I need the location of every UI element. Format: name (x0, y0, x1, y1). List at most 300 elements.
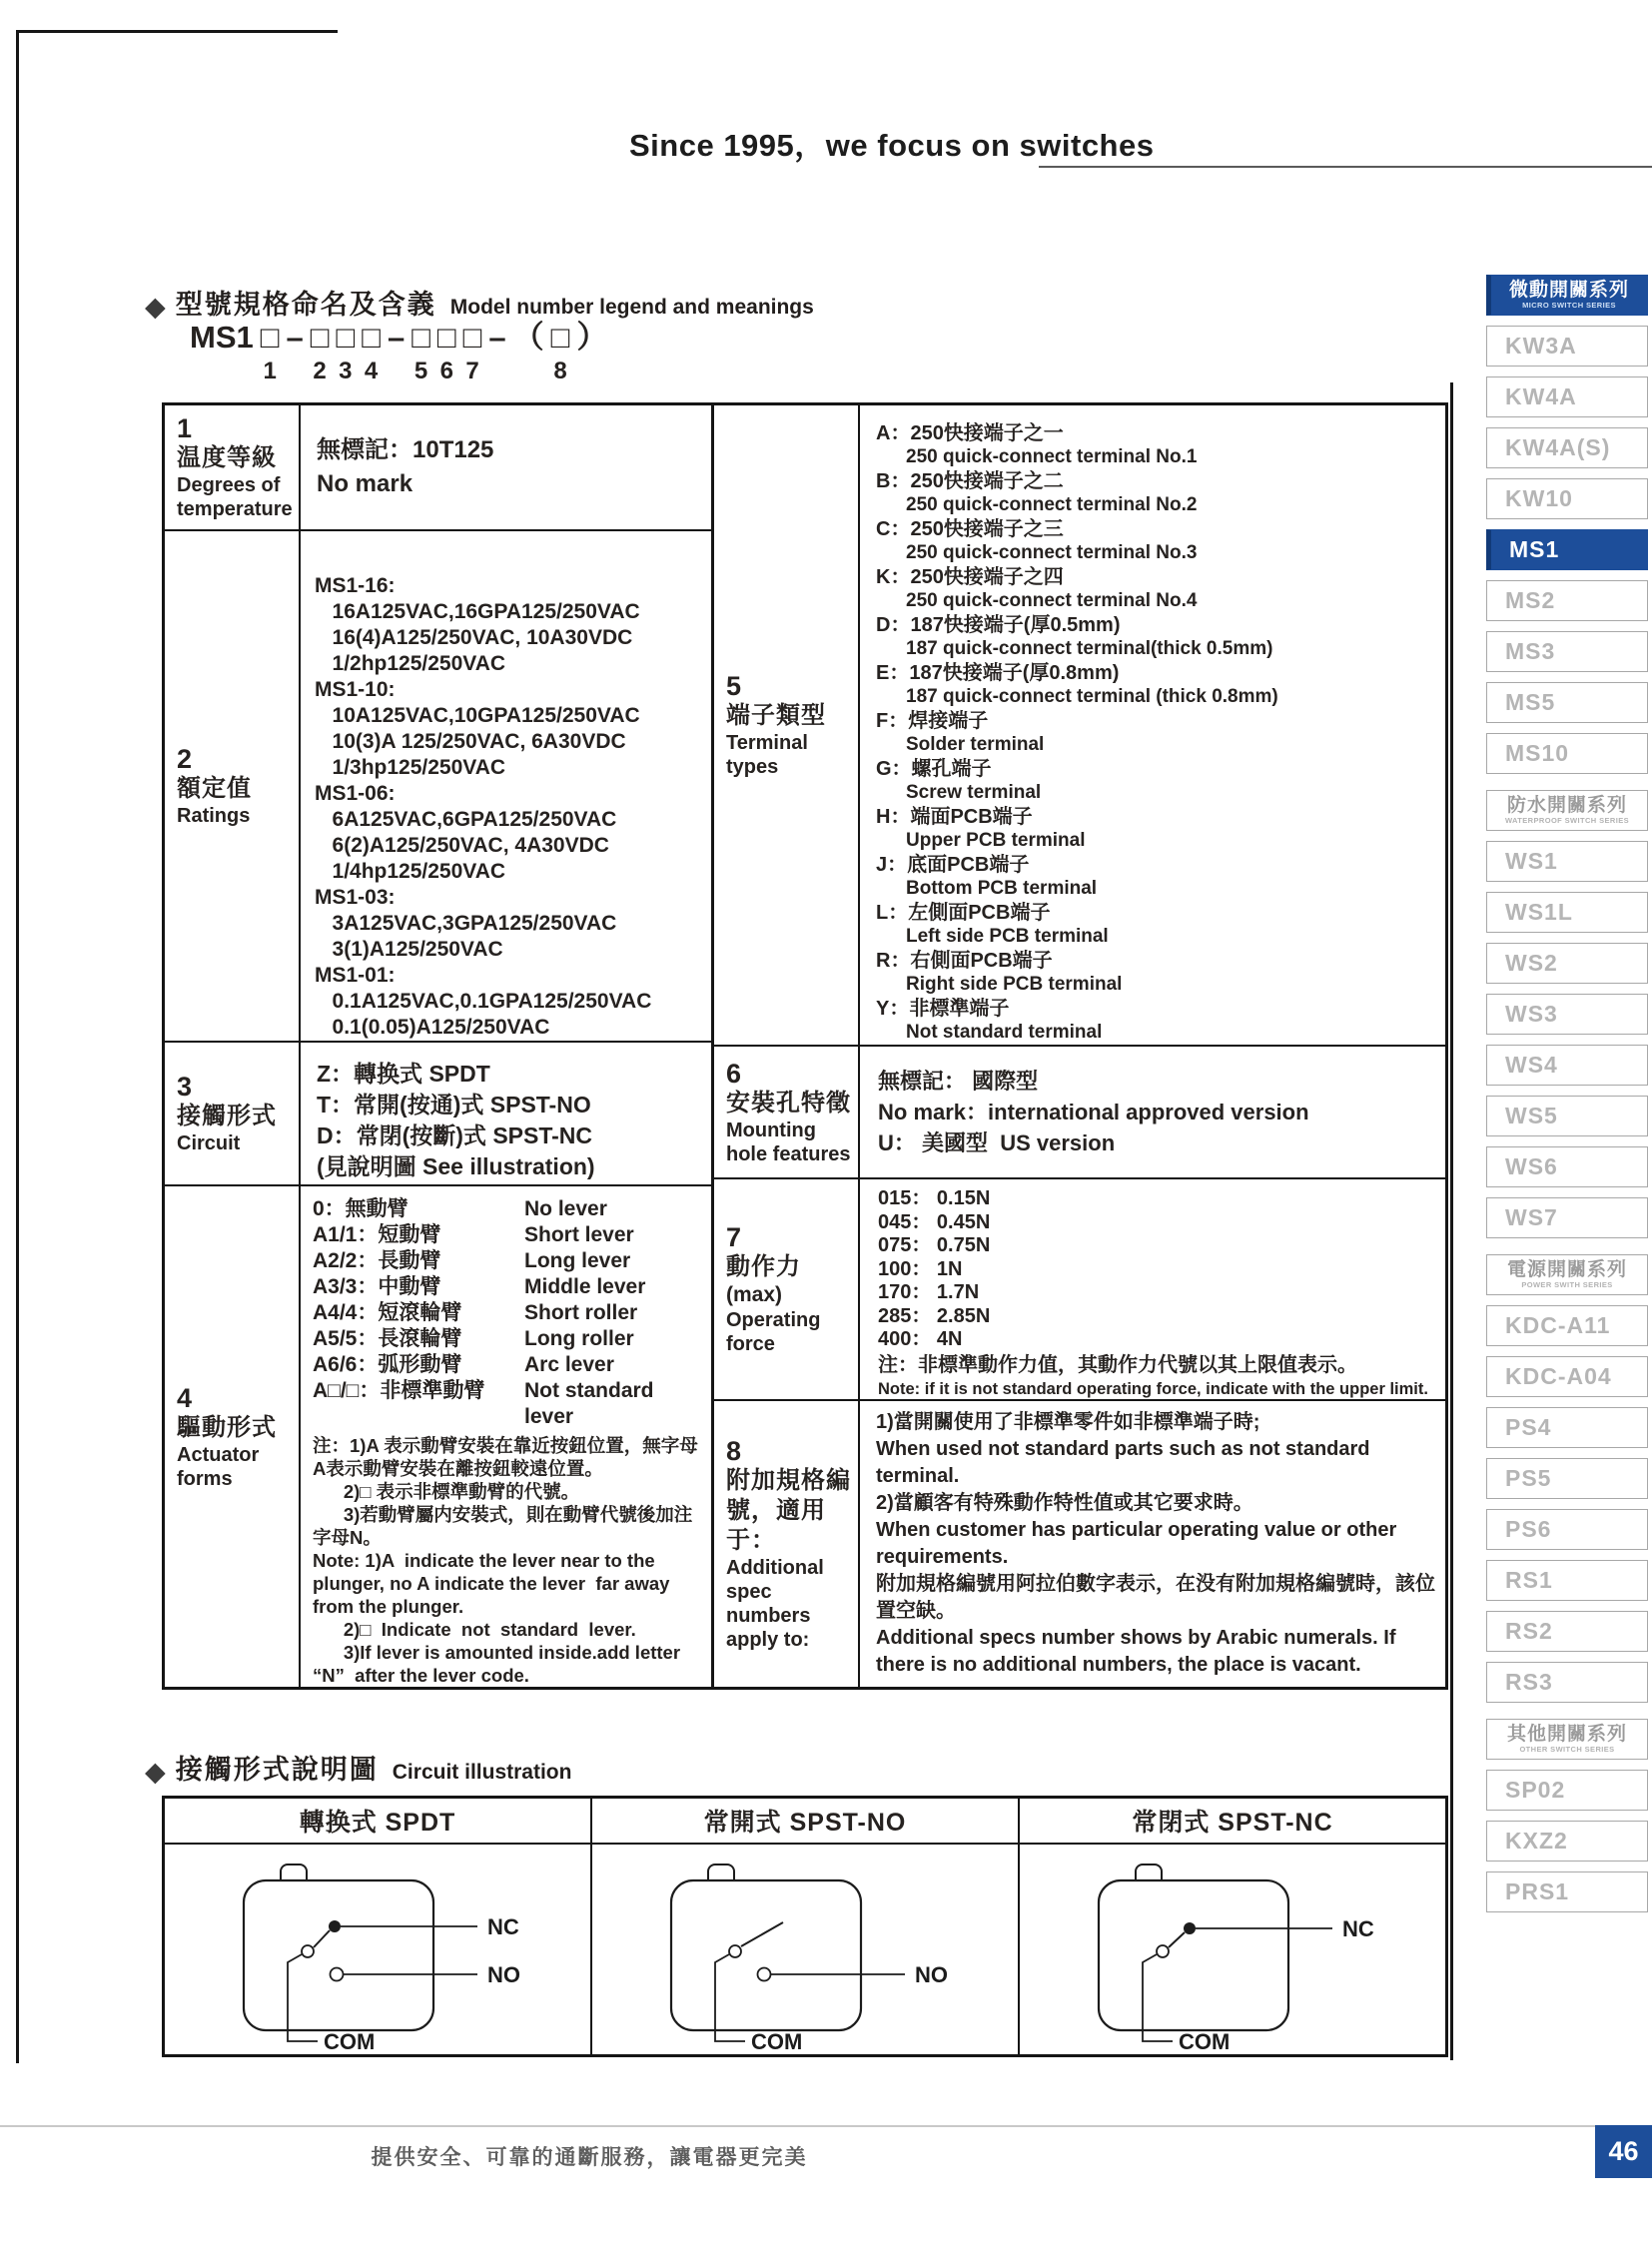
row-label-en: Actuator forms (177, 1443, 260, 1490)
model-format-digit: 2 (313, 358, 327, 384)
spdt-schematic (168, 1845, 587, 2054)
com-label: COM (324, 2029, 376, 2054)
model-format-cell (513, 320, 544, 358)
text-line: 16(4)A125/250VAC, 10A30VDC (315, 626, 633, 649)
sidebar-series-label: MS1 (1509, 536, 1560, 562)
terminal-item (876, 949, 1439, 997)
row-additional-value (860, 1401, 1445, 1687)
sidebar-entry (1486, 580, 1648, 621)
model-format-symbol: □ (336, 320, 356, 355)
text-line: D：常閉(按斷)式 SPST-NC (317, 1122, 592, 1148)
sidebar-series-label: MS5 (1505, 689, 1556, 715)
footer-slogan: 提供安全、可靠的通斷服務，讓電器更完美 (371, 2146, 808, 2169)
terminal-en: 187 quick-connect terminal(thick 0.5mm) (906, 638, 1273, 659)
sidebar-entry (1486, 1458, 1648, 1499)
text-line: 2)當顧客有特殊動作特性值或其它要求時。 (876, 1492, 1253, 1514)
legend-left-column (165, 405, 714, 1687)
model-format-cell (551, 320, 570, 385)
sidebar-series-label: MS2 (1505, 587, 1556, 613)
model-format-symbol: ） (576, 320, 608, 355)
sidebar-category-en: POWER SWITH SERIES (1521, 1280, 1613, 1289)
sidebar-series-label: KDC-A11 (1505, 1312, 1611, 1338)
actuator-item (313, 1300, 705, 1326)
row-temperature-value (301, 405, 711, 529)
sidebar-series-label: WS3 (1505, 1001, 1558, 1027)
model-format-cell (190, 320, 254, 358)
sidebar-entry (1486, 1197, 1648, 1238)
model-format-cell (463, 320, 482, 385)
note-line: 3)若動臂屬内安裝式，則在動臂代號後加注字母N。 (313, 1504, 693, 1548)
section-title-en: Circuit illustration (392, 1761, 572, 1784)
sidebar-entry (1486, 1871, 1648, 1912)
row-mounting (714, 1047, 1445, 1179)
spst-nc-schematic (1023, 1845, 1442, 2054)
terminal-item (876, 421, 1439, 469)
sidebar-series-label: SP02 (1505, 1777, 1566, 1803)
terminal-en: 250 quick-connect terminal No.1 (906, 446, 1198, 467)
terminal-item (876, 757, 1439, 805)
nc-label: NC (487, 1914, 519, 1939)
text-line: 0.1(0.05)A125/250VAC (315, 1016, 550, 1039)
terminal-en: 250 quick-connect terminal No.3 (906, 542, 1198, 563)
model-format-symbol: □ (412, 320, 430, 355)
text-line: 1/2hp125/250VAC (315, 652, 506, 675)
model-format-digit: 3 (339, 358, 353, 384)
row-number: 4 (177, 1382, 193, 1413)
model-format-symbol: MS1 (190, 320, 254, 355)
model-format-cell (362, 320, 381, 385)
text-line: 10A125VAC,10GPA125/250VAC (315, 704, 640, 727)
actuator-name-en: Short lever (524, 1223, 634, 1246)
header-rule (1039, 166, 1652, 168)
diamond-bullet-icon: ◆ (145, 1757, 166, 1787)
model-format-symbol: （ (512, 320, 544, 355)
sidebar-entry (1486, 1560, 1648, 1601)
diamond-bullet-icon: ◆ (145, 292, 166, 322)
no-label: NO (487, 1962, 520, 1987)
row-label-zh: 接觸形式 (177, 1103, 277, 1129)
actuator-code-zh: A1/1：短動臂 (313, 1223, 441, 1246)
note-line: Note: 1)A indicate the lever near to the plunger, no A indicate the lever far away from the plunger. (313, 1550, 675, 1617)
row-label-zh: 驅動形式 (177, 1413, 277, 1441)
row-ratings-value (301, 531, 711, 1041)
sidebar-entry (1486, 1254, 1648, 1295)
row-label-extra: (max) (726, 1283, 783, 1306)
text-line: MS1-06: (315, 782, 396, 805)
sidebar-entry (1486, 1611, 1648, 1652)
model-format-cell (388, 320, 405, 358)
actuator-list (313, 1196, 705, 1430)
actuator-item (313, 1326, 705, 1352)
sidebar-entry (1486, 1096, 1648, 1136)
section-title-zh: 接觸形式說明圖 (175, 1755, 379, 1785)
sidebar-series-label: PS5 (1505, 1465, 1552, 1491)
text-line: 6A125VAC,6GPA125/250VAC (315, 808, 617, 831)
text-line: 0.1A125VAC,0.1GPA125/250VAC (315, 990, 652, 1013)
sidebar-entry (1486, 1045, 1648, 1086)
sidebar-category-zh: 其他開關系列 (1506, 1724, 1627, 1745)
row-number: 5 (726, 671, 742, 701)
row-label-zh: 端子類型 (726, 702, 826, 729)
sidebar-category-zh: 電源開關系列 (1506, 1259, 1627, 1280)
model-format-symbol: – (387, 320, 406, 355)
circuit-illustration-table (162, 1796, 1448, 2057)
text-line: 1)當開關使用了非標準零件如非標準端子時; (876, 1411, 1260, 1433)
terminal-en: 187 quick-connect terminal (thick 0.8mm) (906, 686, 1278, 707)
text-line: 無標記：10T125 (317, 436, 494, 463)
row-number: 7 (726, 1222, 742, 1252)
sidebar-series-label: WS2 (1505, 950, 1558, 976)
row-number: 3 (177, 1072, 193, 1102)
model-format-symbol: □ (310, 320, 330, 355)
sidebar-series-label: WS1 (1505, 848, 1558, 874)
force-line: 100： 1N (878, 1257, 963, 1280)
circuit-diagram-spdt (165, 1845, 592, 2054)
model-format-symbol: □ (462, 320, 482, 355)
actuator-code-zh: A3/3：中動臂 (313, 1275, 441, 1298)
actuator-name-en: Long lever (524, 1249, 631, 1272)
terminal-zh: C：250快接端子之三 (876, 518, 1064, 540)
row-label-zh: 動作力 (726, 1253, 801, 1280)
terminal-en: Not standard terminal (906, 1022, 1103, 1043)
sidebar-series-label: KW4A(S) (1505, 434, 1611, 460)
text-line: 6(2)A125/250VAC, 4A30VDC (315, 834, 609, 857)
actuator-code-zh: A6/6：弧形動臂 (313, 1353, 462, 1376)
model-format-symbol: □ (550, 320, 570, 355)
circuit-diagram-spst-no (592, 1845, 1020, 2054)
sidebar-entry (1486, 326, 1648, 367)
row-number: 2 (177, 744, 193, 774)
row-label-zh: 温度等級 (177, 444, 277, 471)
model-format-digit: 8 (553, 358, 567, 384)
actuator-item (313, 1274, 705, 1300)
sidebar-category-zh: 微動開關系列 (1508, 280, 1629, 301)
terminal-zh: H：端面PCB端子 (876, 806, 1033, 828)
actuator-item (313, 1352, 705, 1378)
text-line: 1/3hp125/250VAC (315, 756, 506, 779)
sidebar-series-label: PRS1 (1505, 1878, 1570, 1904)
row-label-zh: 額定值 (177, 775, 252, 802)
sidebar-series-label: KW10 (1505, 485, 1573, 511)
row-circuit-value (301, 1043, 711, 1184)
sidebar-entry (1486, 994, 1648, 1035)
page-header-slogan: Since 1995，we focus on switches (629, 128, 1155, 163)
sidebar-entry (1486, 275, 1648, 316)
actuator-item (313, 1378, 705, 1430)
com-label: COM (751, 2029, 803, 2054)
sidebar-entry (1486, 1305, 1648, 1346)
sidebar-series-label: WS6 (1505, 1153, 1558, 1179)
actuator-code-zh: A5/5：長滾輪臂 (313, 1327, 462, 1350)
text-line: 附加規格編號用阿拉伯數字表示，在没有附加規格編號時，該位置空缺。 (876, 1573, 1435, 1622)
text-line: MS1-01: (315, 964, 396, 987)
row-additional-spec (714, 1401, 1445, 1687)
terminal-item (876, 469, 1439, 517)
section-title-circuit (145, 1748, 571, 1787)
sidebar-series-label: WS4 (1505, 1052, 1558, 1078)
text-line: 3(1)A125/250VAC (315, 938, 503, 961)
sidebar-entry (1486, 790, 1648, 831)
text-line: (見說明圖 See illustration) (317, 1153, 595, 1179)
actuator-code-zh: A□/□：非標準動臂 (313, 1379, 485, 1402)
model-format-cell (286, 320, 303, 358)
text-line: Additional specs number shows by Arabic numerals. If there is no additional numbers, the place is vacant. (876, 1627, 1396, 1676)
model-format-digit: 4 (364, 358, 379, 384)
sidebar-series-label: KW4A (1505, 383, 1577, 409)
force-line: 075： 0.75N (878, 1234, 991, 1256)
sidebar-series-label: MS3 (1505, 638, 1556, 664)
row-label-en: Ratings (177, 805, 251, 827)
model-format-cell (488, 320, 505, 358)
row-actuator-label (165, 1186, 301, 1687)
actuator-item (313, 1222, 705, 1248)
sidebar-series-label: MS10 (1505, 740, 1570, 766)
no-label: NO (915, 1962, 948, 1987)
frame-right-line (1450, 382, 1453, 2060)
actuator-notes (313, 1434, 705, 1687)
circuit-body-row (165, 1845, 1445, 2054)
terminal-en: Left side PCB terminal (906, 926, 1109, 947)
force-list (878, 1187, 1439, 1352)
terminal-item (876, 661, 1439, 709)
model-number-format (190, 320, 614, 385)
actuator-item (313, 1196, 705, 1222)
text-line: No mark：international approved version (878, 1100, 1309, 1124)
actuator-name-en: Arc lever (524, 1353, 614, 1376)
force-note-zh: 注：非標準動作力值，其動作力代號以其上限值表示。 (878, 1353, 1357, 1376)
terminal-item (876, 613, 1439, 661)
row-actuator (165, 1186, 711, 1687)
sidebar-category-zh: 防水開關系列 (1506, 795, 1627, 816)
sidebar-entry (1486, 1356, 1648, 1397)
text-line: MS1-16: (315, 574, 396, 597)
actuator-code-zh: A2/2：長動臂 (313, 1249, 441, 1272)
text-line: 10(3)A 125/250VAC, 6A30VDC (315, 730, 626, 753)
sidebar-entry (1486, 631, 1648, 672)
row-label-en: Operating force (726, 1309, 821, 1355)
sidebar-series-label: KDC-A04 (1505, 1363, 1612, 1389)
model-format-symbol: – (286, 320, 304, 355)
circuit-diagram-spst-nc (1020, 1845, 1445, 2054)
sidebar-category-en: MICRO SWITCH SERIES (1522, 301, 1616, 310)
sidebar-entry (1486, 1407, 1648, 1448)
row-force-value (860, 1179, 1445, 1399)
sidebar-entry (1486, 682, 1648, 723)
sidebar-category-en: OTHER SWITCH SERIES (1519, 1745, 1615, 1754)
text-line: 無標記： 國際型 (878, 1069, 1039, 1094)
row-terminal-value (860, 405, 1445, 1045)
terminal-zh: G：螺孔端子 (876, 758, 992, 780)
model-format-digit: 6 (439, 358, 453, 384)
model-format-symbol: – (488, 320, 506, 355)
row-label-en: Circuit (177, 1132, 241, 1154)
terminal-zh: F：焊接端子 (876, 710, 989, 732)
section-title-en: Model number legend and meanings (449, 296, 814, 319)
text-line: T：常開(按通)式 SPST-NO (317, 1092, 591, 1118)
sidebar-series-label: RS3 (1505, 1669, 1553, 1695)
actuator-name-en: Not standard lever (524, 1379, 654, 1428)
row-label-en: Terminal types (726, 732, 808, 778)
sidebar-series-label: KW3A (1505, 333, 1577, 359)
terminal-en: Bottom PCB terminal (906, 878, 1098, 899)
sidebar-series-label: PS4 (1505, 1414, 1552, 1440)
sidebar-series-label: PS6 (1505, 1516, 1552, 1542)
model-format-cell (336, 320, 355, 385)
actuator-name-en: Long roller (524, 1327, 634, 1350)
force-line: 285： 2.85N (878, 1304, 991, 1327)
frame-left-line (16, 30, 19, 2063)
sidebar-series-label: WS1L (1505, 899, 1573, 925)
sidebar-series-label: WS7 (1505, 1204, 1558, 1230)
force-line: 400： 4N (878, 1328, 963, 1350)
circuit-header-spst-no: 常開式 SPST-NO (592, 1799, 1020, 1843)
terminal-zh: K：250快接端子之四 (876, 566, 1064, 588)
force-line: 015： 0.15N (878, 1187, 991, 1209)
row-terminal-label (714, 405, 860, 1045)
row-label-en: Additional spec numbers apply to: (726, 1557, 824, 1651)
model-format-symbol: □ (260, 320, 280, 355)
text-line: MS1-10: (315, 678, 396, 701)
terminal-zh: J：底面PCB端子 (876, 854, 1030, 876)
note-line: 注：1)A 表示動臂安裝在靠近按鈕位置，無字母A表示動臂安裝在離按鈕較遠位置。 (313, 1435, 698, 1479)
terminal-item (876, 565, 1439, 613)
series-sidebar (1486, 275, 1648, 1912)
sidebar-entry (1486, 943, 1648, 984)
model-format-digit: 7 (465, 358, 479, 384)
terminal-en: 250 quick-connect terminal No.2 (906, 494, 1198, 515)
row-ratings (165, 531, 711, 1043)
model-format-digit: 5 (413, 358, 428, 384)
frame-top-line (16, 30, 338, 33)
model-format-cell (437, 320, 456, 385)
com-label: COM (1179, 2029, 1231, 2054)
model-format-digit: 1 (263, 358, 277, 384)
actuator-item (313, 1248, 705, 1274)
force-note-en: Note: if it is not standard operating force, indicate with the upper limit. (878, 1379, 1428, 1398)
row-label-en: Mounting hole features (726, 1119, 851, 1165)
sidebar-entry (1486, 1146, 1648, 1187)
sidebar-entry (1486, 1509, 1648, 1550)
force-line: 170： 1.7N (878, 1281, 980, 1303)
circuit-header-row (165, 1799, 1445, 1845)
terminal-zh: Y：非標準端子 (876, 998, 1010, 1020)
text-line: When customer has particular operating value or other requirements. (876, 1519, 1397, 1568)
row-label-en: Degrees of temperature (177, 474, 293, 520)
text-line: 1/4hp125/250VAC (315, 860, 506, 883)
text-line: MS1-03: (315, 886, 396, 909)
terminal-en: Upper PCB terminal (906, 830, 1086, 851)
row-operating-force (714, 1179, 1445, 1401)
note-line: 3)If lever is amounted inside.add letter “N” after the lever code. (313, 1642, 691, 1686)
terminal-item (876, 805, 1439, 853)
note-line: 2)□ 表示非標準動臂的代號。 (313, 1481, 580, 1502)
terminal-en: Screw terminal (906, 782, 1042, 803)
terminal-zh: B：250快接端子之二 (876, 470, 1064, 492)
model-format-cell (412, 320, 430, 385)
sidebar-entry (1486, 1719, 1648, 1760)
sidebar-entry (1486, 1662, 1648, 1703)
model-format-symbol: □ (362, 320, 381, 355)
terminal-en: Solder terminal (906, 734, 1045, 755)
actuator-name-en: Short roller (524, 1301, 638, 1324)
row-force-label (714, 1179, 860, 1399)
model-format-cell (311, 320, 330, 385)
actuator-code-zh: 0：無動臂 (313, 1197, 409, 1220)
text-line: Z：轉换式 SPDT (317, 1061, 490, 1087)
sidebar-series-label: KXZ2 (1505, 1828, 1568, 1854)
terminal-en: 250 quick-connect terminal No.4 (906, 590, 1198, 611)
text-line: U： 美國型 US version (878, 1130, 1116, 1155)
sidebar-series-label: WS5 (1505, 1103, 1558, 1128)
page-number-badge: 46 (1595, 2125, 1652, 2178)
row-label-zh: 安裝孔特徵 (726, 1089, 851, 1117)
terminal-zh: E：187快接端子(厚0.8mm) (876, 662, 1120, 684)
sidebar-entry (1486, 427, 1648, 468)
spst-no-schematic (595, 1845, 1015, 2054)
section-title-zh: 型號規格命名及含義 (175, 290, 436, 320)
model-format-cell (576, 320, 607, 358)
actuator-name-en: No lever (524, 1197, 607, 1220)
row-terminal-types (714, 405, 1445, 1047)
text-line: 3A125VAC,3GPA125/250VAC (315, 912, 617, 935)
terminal-item (876, 709, 1439, 757)
sidebar-entry (1486, 478, 1648, 519)
circuit-header-spst-nc: 常閉式 SPST-NC (1132, 1809, 1333, 1837)
model-format-cell (261, 320, 280, 385)
row-number: 8 (726, 1436, 742, 1466)
terminal-item (876, 901, 1439, 949)
row-label-zh: 附加規格編號，適用于： (726, 1467, 851, 1554)
text-line: 16A125VAC,16GPA125/250VAC (315, 600, 640, 623)
note-line: 2)□ Indicate not standard lever. (313, 1619, 636, 1640)
sidebar-entry (1486, 733, 1648, 774)
sidebar-series-label: RS1 (1505, 1567, 1553, 1593)
nc-label: NC (1342, 1916, 1374, 1941)
sidebar-entry (1486, 1821, 1648, 1862)
row-circuit (165, 1043, 711, 1186)
sidebar-entry (1486, 529, 1648, 570)
terminal-item (876, 997, 1439, 1045)
row-number: 1 (177, 413, 193, 443)
row-temperature (165, 405, 711, 531)
row-mounting-value (860, 1047, 1445, 1177)
terminal-zh: D：187快接端子(厚0.5mm) (876, 614, 1121, 636)
section-title-model-legend (145, 283, 814, 322)
sidebar-entry (1486, 376, 1648, 417)
actuator-name-en: Middle lever (524, 1275, 646, 1298)
text-line: When used not standard parts such as not standard terminal. (876, 1438, 1370, 1487)
force-line: 045： 0.45N (878, 1210, 991, 1233)
terminal-zh: A：250快接端子之一 (876, 422, 1064, 444)
row-actuator-value (301, 1186, 711, 1687)
row-ratings-label (165, 531, 301, 1041)
footer-rule (0, 2125, 1652, 2127)
row-temperature-label (165, 405, 301, 529)
sidebar-entry (1486, 1770, 1648, 1811)
model-legend-table (162, 402, 1448, 1690)
row-mounting-label (714, 1047, 860, 1177)
legend-right-column (714, 405, 1445, 1687)
actuator-code-zh: A4/4：短滾輪臂 (313, 1301, 462, 1324)
sidebar-entry (1486, 841, 1648, 882)
terminal-item (876, 517, 1439, 565)
sidebar-series-label: RS2 (1505, 1618, 1553, 1644)
sidebar-category-en: WATERPROOF SWITCH SERIES (1504, 816, 1630, 825)
terminal-zh: L：左側面PCB端子 (876, 902, 1051, 924)
text-line: No mark (317, 470, 413, 497)
sidebar-entry (1486, 892, 1648, 933)
terminal-item (876, 853, 1439, 901)
